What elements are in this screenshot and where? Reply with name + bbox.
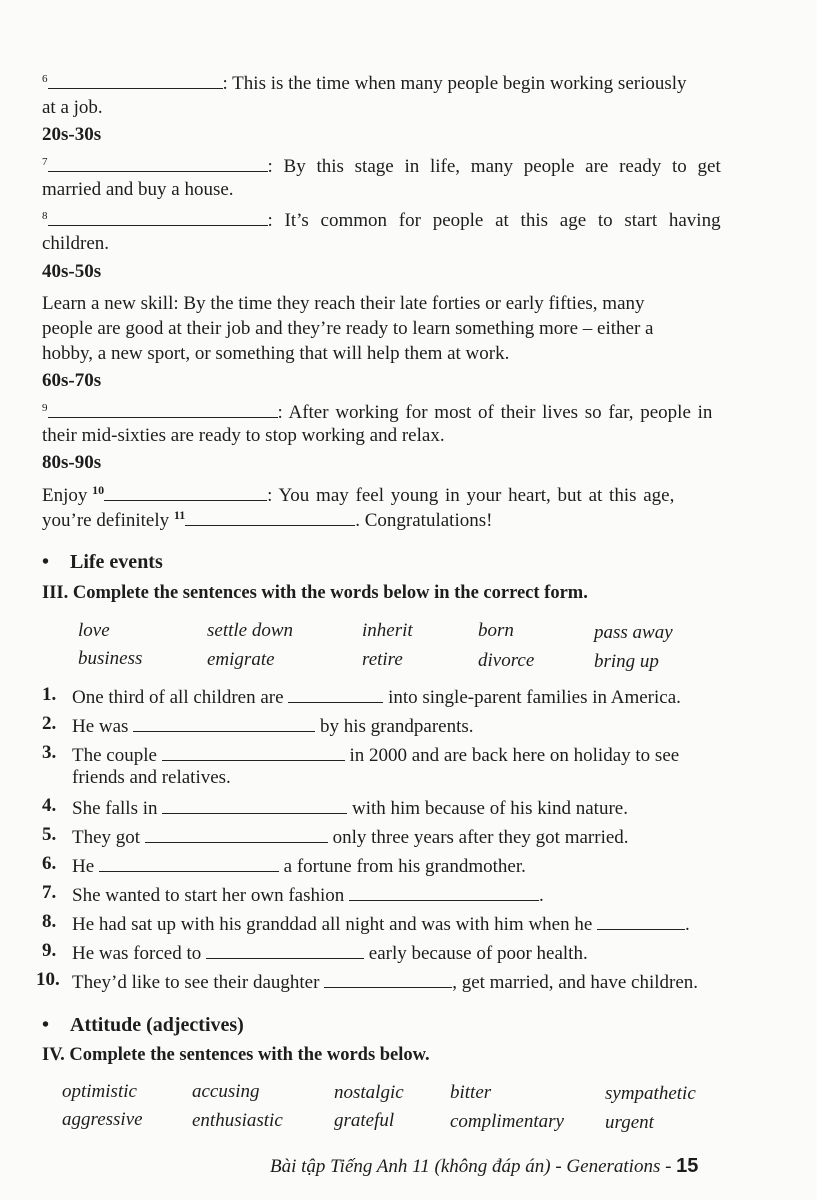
word-love: love: [78, 620, 110, 641]
item-number: 10.: [36, 969, 60, 990]
word-grateful: grateful: [334, 1110, 395, 1131]
word-enthusiastic: enthusiastic: [192, 1110, 283, 1131]
heading-60s-70s: 60s-70s: [42, 370, 102, 391]
life-stage-40s-line2: people are good at their job and they’re ready to learn something more – either a: [42, 318, 654, 339]
blank-item-5[interactable]: [145, 824, 328, 843]
blank-6[interactable]: [48, 70, 223, 89]
life-stage-11-line: you’re definitely $^{11}$ . Congratulations!: [42, 508, 493, 531]
life-stage-9-line2: their mid-sixties are ready to stop working and relax.: [42, 425, 445, 446]
blank-item-7[interactable]: [349, 882, 539, 901]
word-aggressive: aggressive: [62, 1109, 143, 1130]
life-stage-7-line1: $^7$ : By this stage in life, many people are ready to get: [42, 153, 721, 179]
item-number: 3.: [42, 742, 57, 763]
life-stage-40s-line1: Learn a new skill: By the time they reach their late forties or early fifties, many: [42, 293, 645, 314]
section-life-events-heading: • Life events: [42, 551, 163, 573]
word-accusing: accusing: [192, 1081, 260, 1102]
item-number: 4.: [42, 795, 57, 816]
blank-9[interactable]: [48, 399, 278, 418]
item-number: 6.: [42, 853, 57, 874]
word-divorce: divorce: [478, 650, 535, 671]
life-stage-9-line1: $^9$ : After working for most of their lives so far, people in: [42, 399, 712, 425]
item-number: 1.: [42, 684, 57, 705]
exercise-item-3-line2: friends and relatives.: [72, 767, 231, 788]
section-attitude-heading: • Attitude (adjectives): [42, 1014, 244, 1036]
life-stage-6-line2: at a job.: [42, 97, 103, 118]
blank-8[interactable]: [48, 207, 268, 226]
exercise-item-1: One third of all children are into single-parent families in America.: [72, 684, 681, 710]
word-business: business: [78, 648, 143, 669]
item-number: 8.: [42, 911, 57, 932]
blank-item-4[interactable]: [162, 795, 347, 814]
word-retire: retire: [362, 649, 403, 670]
blank-10[interactable]: [104, 482, 267, 501]
section-3-instruction: III. Complete the sentences with the words below in the correct form.: [42, 583, 588, 603]
word-sympathetic: sympathetic: [605, 1083, 696, 1104]
heading-40s-50s: 40s-50s: [42, 261, 102, 282]
exercise-item-9: He was forced to early because of poor health.: [72, 940, 588, 966]
word-born: born: [478, 620, 514, 641]
blank-item-9[interactable]: [206, 940, 364, 959]
item-number: 2.: [42, 713, 57, 734]
word-pass-away: pass away: [594, 622, 673, 643]
exercise-item-7: She wanted to start her own fashion .: [72, 882, 544, 908]
life-stage-6-line1: $^6$ : This is the time when many people begin working seriously: [42, 70, 687, 96]
word-optimistic: optimistic: [62, 1081, 137, 1102]
blank-item-2[interactable]: [133, 713, 315, 732]
word-bitter: bitter: [450, 1082, 492, 1103]
blank-item-6[interactable]: [99, 853, 279, 872]
exercise-item-2: He was by his grandparents.: [72, 713, 474, 739]
section-4-instruction: IV. Complete the sentences with the words below.: [42, 1045, 430, 1065]
life-stage-40s-line3: hobby, a new sport, or something that will help them at work.: [42, 343, 510, 364]
blank-item-10[interactable]: [324, 969, 452, 988]
exercise-item-8: He had sat up with his granddad all night and was with him when he .: [72, 911, 690, 937]
exercise-item-10: They’d like to see their daughter , get married, and have children.: [72, 969, 698, 995]
heading-80s-90s: 80s-90s: [42, 452, 102, 473]
blank-item-8[interactable]: [597, 911, 685, 930]
word-inherit: inherit: [362, 620, 413, 641]
exercise-item-4: She falls in with him because of his kind nature.: [72, 795, 628, 821]
word-complimentary: complimentary: [450, 1111, 564, 1132]
life-stage-10-line1: Enjoy $^{10}$ : You may feel young in your heart, but at this age,: [42, 483, 675, 506]
word-bring-up: bring up: [594, 651, 659, 672]
item-number: 9.: [42, 940, 57, 961]
blank-11[interactable]: [185, 507, 355, 526]
exercise-item-3: The couple in 2000 and are back here on holiday to see: [72, 742, 679, 768]
word-urgent: urgent: [605, 1112, 654, 1133]
life-stage-8-line2: children.: [42, 233, 110, 254]
exercise-item-5: They got only three years after they got married.: [72, 824, 629, 850]
life-stage-7-line2: married and buy a house.: [42, 179, 234, 200]
word-emigrate: emigrate: [207, 649, 275, 670]
footnote-6: 6: [42, 73, 48, 85]
exercise-item-6: He a fortune from his grandmother.: [72, 853, 526, 879]
word-settle-down: settle down: [207, 620, 294, 641]
life-stage-8-line1: $^8$ : It’s common for people at this age to start having: [42, 207, 721, 233]
blank-item-3[interactable]: [162, 742, 345, 761]
page-footer: Bài tập Tiếng Anh 11 (không đáp án) - Generations - 15: [270, 1155, 699, 1177]
item-number: 7.: [42, 882, 57, 903]
blank-7[interactable]: [48, 153, 268, 172]
item-number: 5.: [42, 824, 57, 845]
page-number: 15: [676, 1155, 699, 1177]
blank-item-1[interactable]: [288, 684, 383, 703]
word-nostalgic: nostalgic: [334, 1082, 404, 1103]
heading-20s-30s: 20s-30s: [42, 124, 102, 145]
